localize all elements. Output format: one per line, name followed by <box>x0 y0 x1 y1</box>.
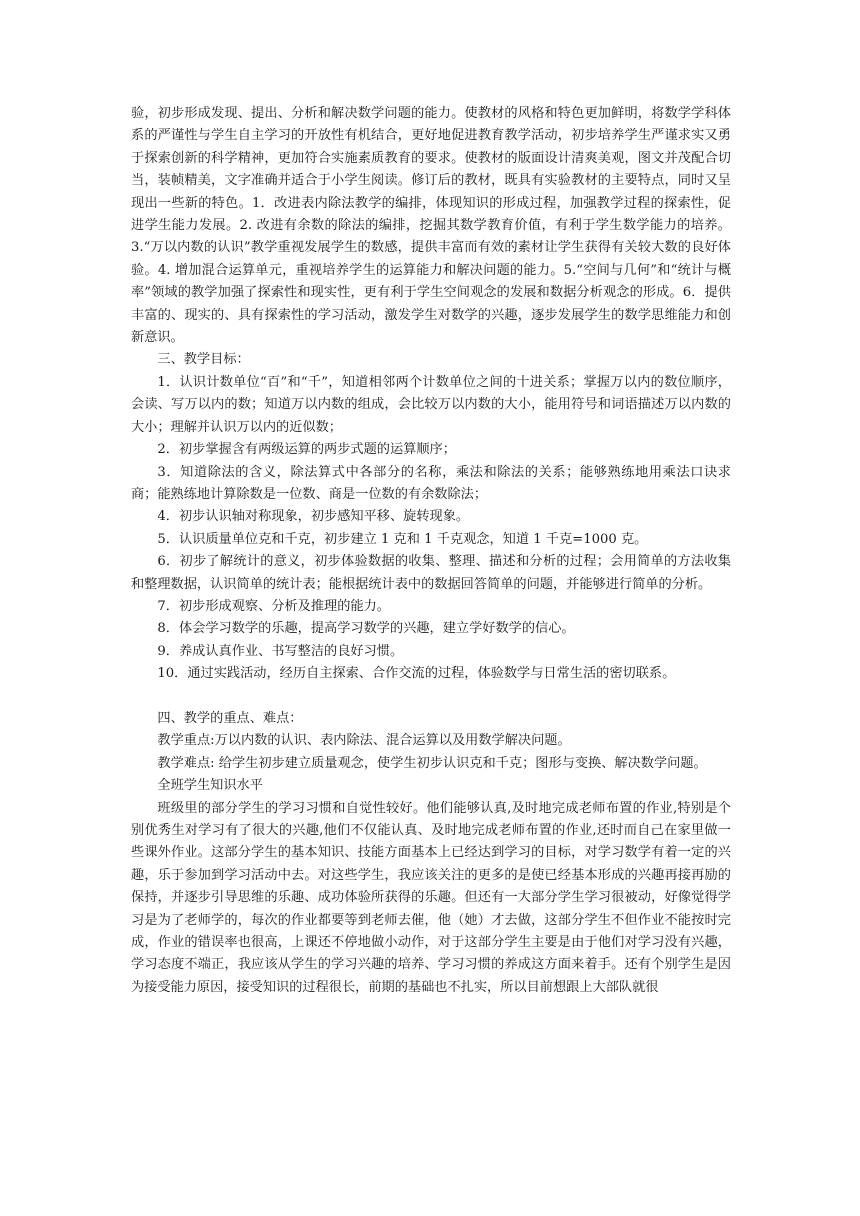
goal-item: 1．认识计数单位“百”和“千”，知道相邻两个计数单位之间的十进关系；掌握万以内的数位顺序，会读、写万以内的数；知道万以内数的组成，会比较万以内数的大小，能用符号和词语描述万以内数的大小；理解并认识万以内的近似数； <box>131 374 731 435</box>
class-paragraph: 班级里的部分学生的学习习惯和自觉性较好。他们能够认真,及时地完成老师布置的作业,特别是个别优秀生对学习有了很大的兴趣,他们不仅能认真、及时地完成老师布置的作业,还时而自己在家里做一些课外作业。这部分学生的基本知识、技能方面基本上已经达到学习的目标，对学习数学有着一定的兴趣，乐于参加到学习活动中去。对这些学生，我应该关注的更多的是使已经基本形成的兴趣再接再励的保持，并逐步引导思维的乐趣、成功体验所获得的乐趣。但还有一大部分学生学习很被动，好像觉得学习是为了老师学的，每次的作业都要等到老师去催，他（她）才去做，这部分学生不但作业不能按时完成，作业的错误率也很高，上课还不停地做小动作，对于这部分学生主要是由于他们对学习没有兴趣，学习态度不端正，我应该从学生的学习兴趣的培养、学习习惯的养成这方面来着手。还有个别学生是因为接受能力原因，接受知识的过程很长，前期的基础也不扎实，所以目前想跟上大部队就很 <box>131 800 731 995</box>
goal-item: 3．知道除法的含义，除法算式中各部分的名称，乘法和除法的关系；能够熟练地用乘法口诀求商；能熟练地计算除数是一位数、商是一位数的有余数除法； <box>131 464 731 502</box>
goal-item: 6．初步了解统计的意义，初步体验数据的收集、整理、描述和分析的过程；会用简单的方法收集和整理数据，认识简单的统计表；能根据统计表中的数据回答简单的问题，并能够进行简单的分析。 <box>131 554 731 592</box>
goal-item: 9．养成认真作业、书写整洁的良好习惯。 <box>157 643 404 659</box>
goal-item: 4．初步认识轴对称现象，初步感知平移、旋转现象。 <box>157 509 470 525</box>
goal-item: 7．初步形成观察、分析及推理的能力。 <box>157 598 390 614</box>
difficult-points: 教学难点: 给学生初步建立质量观念，使学生初步认识克和千克；图形与变换、解决数学问题。 <box>157 755 707 771</box>
goal-item: 5．认识质量单位克和千克，初步建立 1 克和 1 千克观念，知道 1 千克=1000 克。 <box>157 531 648 547</box>
class-heading: 全班学生知识水平 <box>157 778 263 794</box>
document-page <box>131 103 731 999</box>
blank-line <box>131 686 731 708</box>
goal-item: 8．体会学习数学的乐趣，提高学习数学的兴趣，建立学好数学的信心。 <box>157 621 575 637</box>
goal-item: 2．初步掌握含有两级运算的两步式题的运算顺序； <box>157 442 456 458</box>
section4-heading: 四、教学的重点、难点： <box>157 710 303 726</box>
section3-heading: 三、教学目标： <box>157 352 250 368</box>
goal-item: 10．通过实践活动，经历自主探索、合作交流的过程，体验数学与日常生活的密切联系。 <box>157 666 676 682</box>
intro-paragraph: 验，初步形成发现、提出、分析和解决数学问题的能力。使教材的风格和特色更加鲜明，将数学学科体系的严谨性与学生自主学习的开放性有机结合，更好地促进教育教学活动，初步培养学生严谨求实又勇于探索创新的科学精神，更加符合实施素质教育的要求。使教材的版面设计清爽美观，图文并茂配合切当，装帧精美，文字准确并适合于小学生阅读。修订后的教材，既具有实验教材的主要特点，同时又呈现出一些新的特色。1．改进表内除法教学的编排，体现知识的形成过程，加强教学过程的探索性，促进学生能力发展。2. 改进有余数的除法的编排，挖掘其数学教育价值，有利于学生数学能力的培养。3.“万以内数的认识”教学重视发展学生的数感，提供丰富而有效的素材让学生获得有关较大数的良好体验。4. 增加混合运算单元，重视培养学生的运算能力和解决问题的能力。5.“空间与几何”和“统计与概率”领域的教学加强了探索性和现实性，更有利于学生空间观念的发展和数据分析观念的形成。6．提供丰富的、现实的、具有探索性的学习活动，激发学生对数学的兴趣，逐步发展学生的数学思维能力和创新意识。 <box>131 106 731 346</box>
key-points: 教学重点:万以内数的认识、表内除法、混合运算以及用数学解决问题。 <box>157 733 571 749</box>
